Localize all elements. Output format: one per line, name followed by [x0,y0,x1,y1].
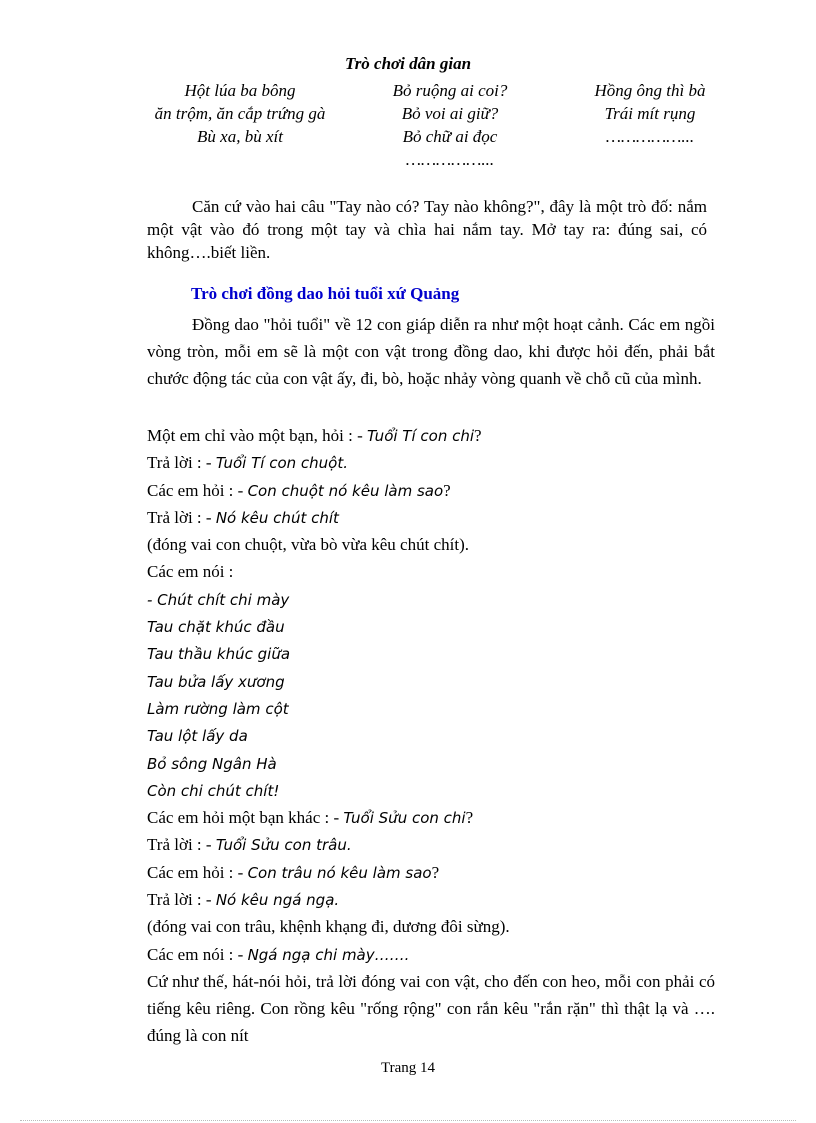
line-italic-text: Bỏ sông Ngân Hà [147,754,277,773]
dialogue-line [147,722,727,749]
line-italic-text: Tuổi Tí con chuột. [215,454,348,473]
dialogue-line [147,613,727,640]
closing-paragraph: Cứ như thế, hát-nói hỏi, trả lời đóng vai con vật, cho đến con heo, mỗi con phải có tiếng kêu riêng. Con rồng kêu "rống rộng" con rắn kêu "rắn rặn" thì thật lạ và …. đúng là con nít [147,972,715,1045]
dialogue-lines [147,422,727,968]
line-italic-text: Tuổi Sửu con trâu. [215,836,352,855]
poem-line: Hồng ông thì bà [594,81,706,100]
line-plain-text: Các em nói : - [147,944,248,964]
line-tail-text: ? [474,426,482,445]
poem-column-3 [540,79,760,148]
line-tail-text: ? [443,480,451,500]
line-italic-text: Nó kêu ngá ngạ. [215,891,340,910]
line-italic-text: Tau bửa lấy xương [147,672,285,691]
line-italic-text: Tau thầu khúc giữa [147,645,291,664]
dialogue-line [147,422,727,449]
line-italic-text: Ngá ngạ chi mày……. [247,945,410,964]
poem-column-2 [350,79,550,171]
dialogue-line [147,695,727,722]
line-plain-text: Trả lời : - [147,890,216,910]
line-italic-text: Nó kêu chút chít [215,508,339,527]
page-bottom-divider [20,1120,796,1121]
poem-line: Bù xa, bù xít [197,127,283,146]
line-plain-text: Các em nói : [147,562,234,582]
poem-columns [130,79,750,179]
dialogue-line [147,804,727,831]
dialogue-line [147,859,727,886]
line-plain-text: Trả lời : - [147,453,216,473]
poem-line: ăn trộm, ăn cắp trứng gà [154,104,326,123]
line-italic-text: - Chút chít chi mày [147,590,290,609]
line-plain-text: (đóng vai con chuột, vừa bò vừa kêu chút chít). [147,535,469,555]
poem-line: Bỏ chữ ai đọc [402,127,498,146]
section-paragraph: Đồng dao "hỏi tuổi" về 12 con giáp diễn ra như một hoạt cảnh. Các em ngồi vòng tròn, mỗi em sẽ là một con vật trong đồng dao, khi được hỏi đến, phải bắt chước động tác của con vật ấy, đi, bò, hoặc nhảy vòng quanh về chỗ cũ của mình. [147,315,715,388]
line-tail-text: ? [465,808,474,828]
line-italic-text: Con chuột nó kêu làm sao [247,481,444,500]
line-italic-text: Tuổi Tí con chi [367,427,475,445]
dialogue-line [147,668,727,695]
page-number: Trang 14 [380,1060,436,1076]
dialogue-line [147,504,727,531]
line-italic-text: Tau chặt khúc đầu [147,618,285,637]
dialogue-line [147,913,727,940]
dialogue-line [147,750,727,777]
line-tail-text: ? [431,862,440,882]
line-italic-text: Tuổi Sửu con chi [343,809,466,828]
poem-column-1 [130,79,350,148]
document-title: Trò chơi dân gian [344,54,472,73]
dialogue-line [147,941,727,968]
poem-line: Bỏ voi ai giữ? [401,104,499,123]
line-plain-text: (đóng vai con trâu, khệnh khạng đi, dương đôi sừng). [147,917,510,937]
line-italic-text: Còn chi chút chít! [147,781,280,800]
line-italic-text: Tau lột lấy da [147,727,248,746]
section-heading: Trò chơi đồng dao hỏi tuổi xứ Quảng [191,284,460,303]
line-plain-text: Các em hỏi một bạn khác : - [147,808,344,828]
poem-line: Hột lúa ba bông [184,81,296,100]
poem-line: ……………... [405,150,495,169]
poem-line: ……………... [605,127,695,146]
line-plain-text: Một em chỉ vào một bạn, hỏi : - [147,426,368,445]
line-plain-text: Trả lời : - [147,835,216,855]
line-plain-text: Các em hỏi : - [147,480,248,500]
poem-line: Bỏ ruộng ai coi? [392,81,508,100]
line-plain-text: Trả lời : - [147,507,216,527]
line-italic-text: Làm rường làm cột [147,699,289,718]
line-plain-text: Các em hỏi : - [147,862,248,882]
dialogue-line [147,558,727,585]
dialogue-line [147,477,727,504]
dialogue-line [147,531,727,558]
dialogue-line [147,586,727,613]
dialogue-line [147,449,727,476]
dialogue-line [147,640,727,667]
intro-paragraph: Căn cứ vào hai câu "Tay nào có? Tay nào không?", đây là một trò đố: nắm một vật vào đó trong một tay và chìa hai nắm tay. Mở tay ra: đúng sai, có không….biết liền. [147,197,707,262]
poem-line: Trái mít rụng [604,104,696,123]
dialogue-line [147,886,727,913]
line-italic-text: Con trâu nó kêu làm sao [247,863,432,882]
dialogue-line [147,777,727,804]
dialogue-line [147,831,727,858]
